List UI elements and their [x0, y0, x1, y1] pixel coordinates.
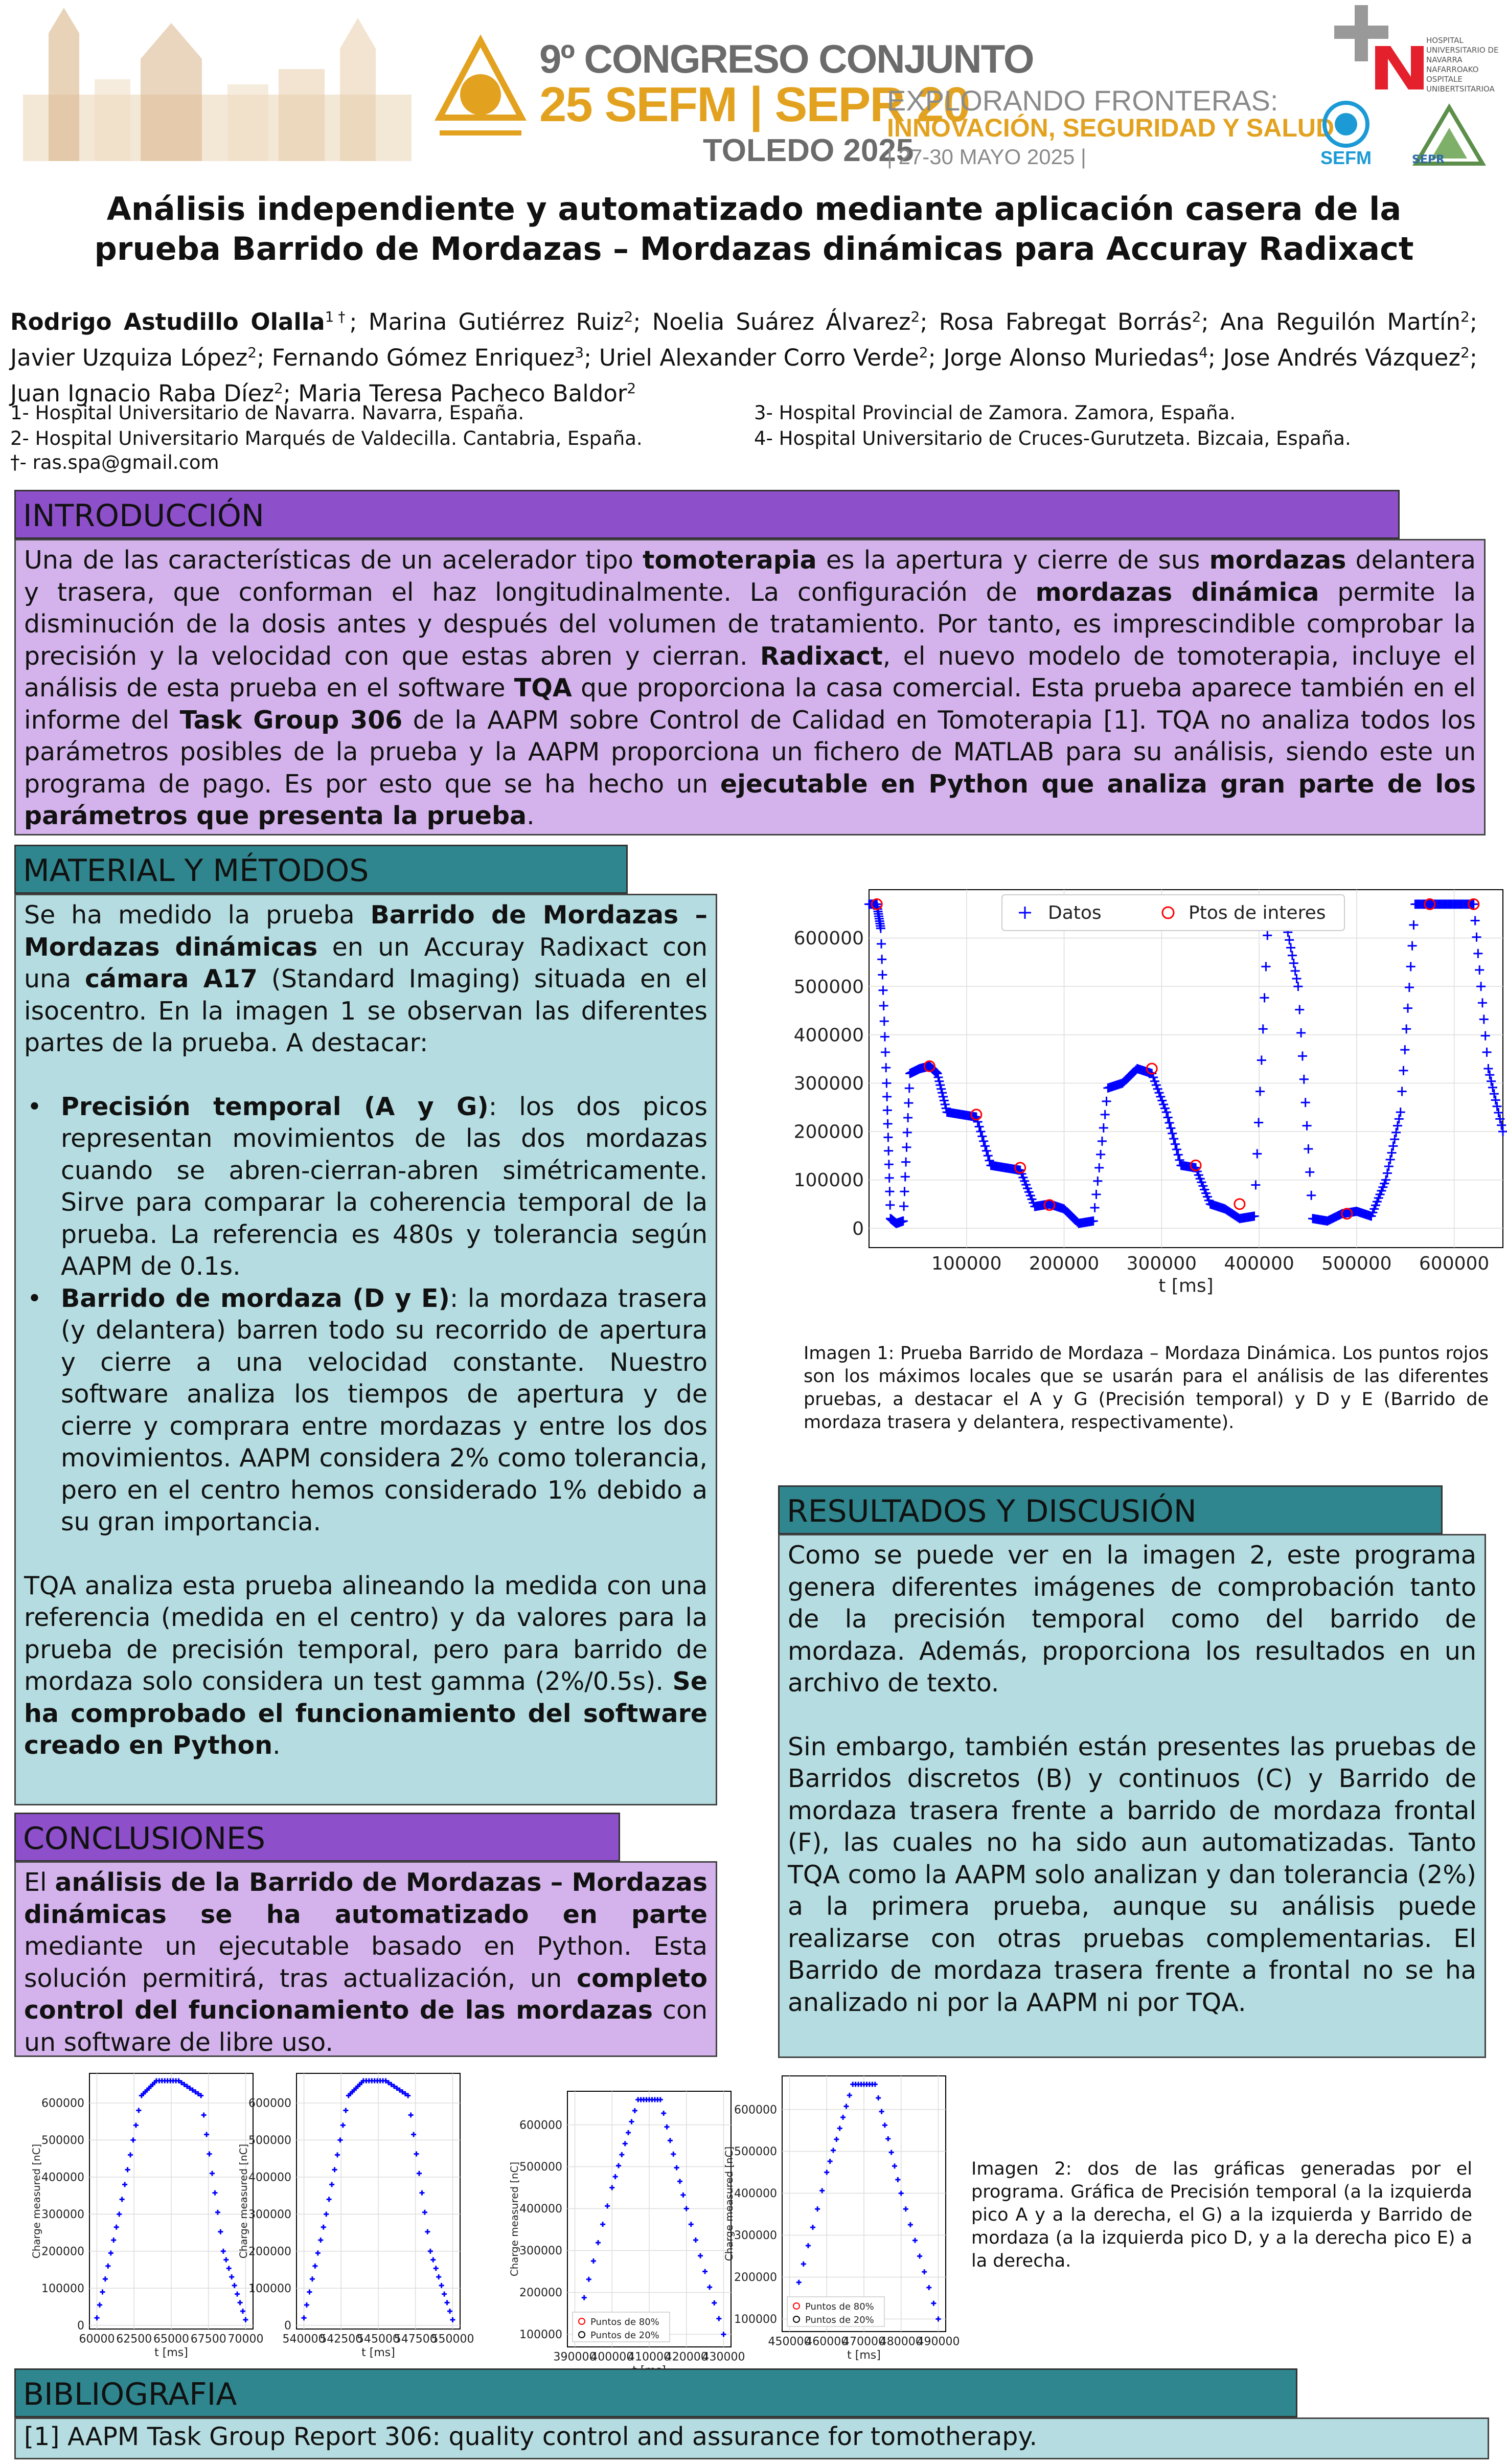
intro-bold: mordazas [1209, 546, 1346, 575]
contact-email: †- ras.spa@gmail.com [10, 451, 219, 473]
congress-line1: 9º CONGRESO CONJUNTO [539, 36, 1034, 81]
y-tick-label: 500000 [248, 2134, 291, 2147]
legend-label: Puntos de 20% [805, 2315, 874, 2325]
x-tick-label: 430000 [702, 2350, 745, 2364]
toledo-skyline-logo [13, 3, 422, 166]
bullet-bold: Barrido de mordaza (D y E) [61, 1283, 450, 1313]
hospital-navarra-logo [1334, 5, 1436, 92]
bibliografia-body [14, 2417, 1489, 2459]
header [0, 0, 1507, 174]
x-tick-label: 542500 [319, 2333, 363, 2346]
intro-bold: TQA [514, 673, 572, 703]
x-axis-label: t [ms] [154, 2346, 188, 2359]
legend-label: Puntos de 80% [805, 2301, 874, 2312]
coauthor-affil-sup: 2 [1460, 308, 1470, 325]
x-tick-label: 100000 [931, 1253, 1002, 1275]
coauthor-name: ; Maria Teresa Pacheco Baldor [283, 380, 627, 407]
coauthor-name: ; Jorge Alonso Muriedas [928, 344, 1199, 371]
x-tick-label: 62500 [116, 2333, 152, 2346]
chart-legend [787, 2297, 884, 2326]
x-tick-label: 470000 [842, 2335, 885, 2348]
conclusion-bold: análisis de la Barrido de Mordazas – Mordazas dinámicas se ha automatizado en parte [24, 1868, 707, 1929]
x-tick-label: 545000 [357, 2333, 400, 2346]
lead-author-sup: 1† [325, 308, 350, 325]
conclusion-bold: completo control del funcionamiento de las mordazas [24, 1963, 707, 2025]
resultados-heading: RESULTADOS Y DISCUSIÓN [778, 1485, 1443, 1534]
conclusion-text: con un software de libre uso. [24, 1996, 707, 2057]
x-tick-label: 70000 [227, 2333, 264, 2346]
intro-text: permite la disminución de la dosis antes y después del volumen de tratamiento. Por tanto, es imprescindible comprobar la precisión y la velocidad con que estas abren y cierran. [24, 577, 1476, 671]
x-axis-label: t [ms] [361, 2346, 395, 2359]
intro-text: Una de las características de un acelerador tipo [24, 546, 643, 575]
coauthor-affil-sup: 2 [273, 380, 283, 397]
coauthor-name: ; Juan Ignacio Raba Díez [10, 344, 1477, 407]
y-axis-label: Charge measured [nC] [31, 2143, 43, 2259]
material-text: Se ha medido la prueba [24, 900, 371, 930]
y-tick-label: 100000 [248, 2282, 291, 2295]
x-tick-label: 67500 [190, 2333, 226, 2346]
intro-text: , el nuevo modelo de tomoterapia, incluye el análisis de esta prueba en el software [24, 641, 1476, 703]
y-tick-label: 500000 [734, 2145, 777, 2159]
y-tick-label: 100000 [41, 2282, 84, 2295]
coauthor-affil-sup: 2 [627, 380, 636, 397]
x-tick-label: 480000 [879, 2335, 923, 2348]
x-tick-label: 420000 [665, 2350, 708, 2364]
y-tick-label: 100000 [793, 1170, 864, 1191]
lead-author: Rodrigo Astudillo Olalla [10, 308, 325, 335]
title-line1: Análisis independiente y automatizado mediante aplicación casera de la [106, 190, 1402, 228]
intro-text: que proporciona la casa comercial. Esta prueba aparece también en el informe del [24, 673, 1476, 735]
author-list [10, 302, 1477, 409]
x-tick-label: 300000 [1126, 1253, 1197, 1275]
x-tick-label: 600000 [1419, 1253, 1490, 1275]
plot-frame [869, 890, 1503, 1248]
intro-bold: mordazas dinámica [1035, 577, 1319, 607]
y-tick-label: 400000 [793, 1025, 864, 1046]
x-axis-label: t [ms] [847, 2348, 881, 2362]
conclusion-text: El [24, 1868, 55, 1897]
intro-bold: ejecutable en Python que analiza gran parte de los parámetros que presenta la prueba [24, 769, 1476, 830]
dates: | 27-30 MAYO 2025 | [887, 145, 1086, 169]
reference-1: [1] AAPM Task Group Report 306: quality control and assurance for tomotherapy. [24, 2422, 1038, 2451]
y-tick-label: 400000 [41, 2171, 84, 2184]
intro-text: de la AAPM sobre Control de Calidad en Tomoterapia [1]. TQA no analiza todos los parámetros posibles de la prueba y la AAPM proporciona un fichero de MATLAB para su análisis, siendo este un programa de pago. Es por esto que se ha hecho un [24, 705, 1476, 799]
sefm-logo-text: SEFM [1320, 147, 1372, 168]
material-bold: Barrido de Mordazas – Mordazas dinámicas [24, 900, 707, 962]
y-tick-label: 300000 [519, 2245, 562, 2258]
intro-bold: Radixact [760, 641, 883, 671]
x-tick-label: 60000 [79, 2333, 115, 2346]
y-tick-label: 200000 [734, 2271, 777, 2285]
intro-bold: Task Group 306 [179, 705, 403, 735]
resultados-body [778, 1534, 1486, 2058]
conclusiones-body [14, 1861, 717, 2057]
y-tick-label: 0 [284, 2319, 291, 2333]
affiliation-4: 4- Hospital Universitario de Cruces-Gurutzeta. Bizcaia, España. [754, 427, 1351, 449]
material-bold: Se ha comprobado el funcionamiento del software creado en Python [24, 1667, 707, 1760]
y-tick-label: 500000 [41, 2134, 84, 2147]
y-tick-label: 100000 [734, 2313, 777, 2326]
intro-bold: tomoterapia [643, 546, 817, 575]
affiliation-3: 3- Hospital Provincial de Zamora. Zamora, España. [754, 402, 1236, 424]
legend-label: Puntos de 20% [590, 2330, 659, 2341]
coauthor-affil-sup: 3 [575, 344, 584, 361]
figure1-chart [762, 869, 1507, 1355]
x-tick-label: 547500 [394, 2333, 437, 2346]
figure2-chart-b [230, 2068, 496, 2365]
conclusion-text: mediante un ejecutable basado en Python. Esta solución permitirá, tras actualización, un [24, 1932, 707, 1993]
coauthor-name: ; Jose Andrés Vázquez [1207, 344, 1460, 371]
y-tick-label: 100000 [519, 2329, 562, 2342]
congress-city: TOLEDO 2025 [703, 133, 914, 168]
material-bold: cámara A17 [85, 964, 258, 993]
material-text: en un Accuray Radixact con una [24, 932, 707, 993]
coauthor-affil-sup: 2 [919, 344, 928, 361]
tagline1: EXPLORANDO FRONTERAS: [887, 84, 1278, 117]
y-tick-label: 200000 [41, 2245, 84, 2258]
bullet-barrido-mordaza [24, 1283, 707, 1539]
figure1-caption: Imagen 1: Prueba Barrido de Mordaza – Mordaza Dinámica. Los puntos rojos son los máximos locales que se usarán para el análisis de las diferentes pruebas, a destacar el A y G (Precisión temporal) y D y E (Barrido de mordaza trasera y delantera, respectivamente). [804, 1343, 1489, 1433]
y-tick-label: 200000 [248, 2245, 291, 2258]
y-tick-label: 300000 [248, 2208, 291, 2222]
bullet-text: : la mordaza trasera (y delantera) barren todo su recorrido de apertura y cierre a una velocidad constante. Nuestro software analiza los tiempos de apertura y de cierre y comprara entre mordazas y entre los dos movimientos. AAPM considera 2% como tolerancia, pero en el centro hemos considerado 1% debido a su gran importancia. [61, 1283, 708, 1536]
congress-line2: 25 SEFM | SEPR 20 [539, 77, 970, 132]
resultados-p2: Sin embargo, también están presentes las pruebas de Barridos discretos (B) y continuos (C) y Barrido de mordaza trasera frente a barrido de mordaza frontal (F), las cuales no ha sido aun automatizadas. Tanto TQA como la AAPM solo analizan y dan tolerancia (2%) a la primera prueba, aunque su análisis puede realizarse con otras pruebas complementarias. El Barrido de mordaza trasera frente a frontal no se ha analizado ni por la AAPM ni por TQA. [788, 1732, 1476, 2017]
y-tick-label: 600000 [41, 2097, 84, 2110]
y-tick-label: 200000 [519, 2287, 562, 2300]
y-tick-label: 500000 [793, 976, 864, 998]
legend-label: Puntos de 80% [590, 2317, 659, 2327]
y-tick-label: 200000 [793, 1121, 864, 1143]
y-tick-label: 0 [852, 1218, 864, 1239]
coauthor-affil-sup: 2 [1192, 308, 1201, 325]
coauthor-name: ; Javier Uzquiza López [10, 308, 1477, 371]
material-body [14, 894, 717, 1805]
legend-label: Ptos de interes [1189, 902, 1326, 923]
conclusiones-heading: CONCLUSIONES [14, 1813, 620, 1862]
material-text: TQA analiza esta prueba alineando la medida con una referencia (medida en el centro) y da valores para la prueba de precisión temporal, pero para barrido de mordaza solo considera un test gamma (2%/0.5s). [24, 1571, 707, 1696]
sefm-logo-icon [1318, 100, 1374, 151]
coauthor-affil-sup: 2 [1460, 344, 1470, 361]
y-tick-label: 400000 [734, 2187, 777, 2201]
introduccion-heading: INTRODUCCIÓN [14, 490, 1400, 539]
coauthor-affil-sup: 4 [1199, 344, 1208, 361]
coauthor-name: ; Uriel Alexander Corro Verde [584, 344, 919, 371]
material-p1 [24, 899, 707, 1059]
intro-text: delantera y trasera, que conforman el haz longitudinalmente. La configuración de [24, 546, 1476, 607]
affiliation-1: 1- Hospital Universitario de Navarra. Navarra, España. [10, 402, 524, 424]
y-tick-label: 600000 [248, 2097, 291, 2110]
y-tick-label: 0 [77, 2319, 84, 2333]
y-tick-label: 400000 [519, 2203, 562, 2216]
x-tick-label: 450000 [768, 2335, 811, 2348]
coauthor-affil-sup: 2 [910, 308, 920, 325]
y-tick-label: 600000 [519, 2119, 562, 2132]
chart-legend [573, 2312, 670, 2342]
hospital-logo-text: HOSPITAL UNIVERSITARIO DE NAVARRA NAFARROAKO OSPITALE UNIBERTSITARIOA [1426, 36, 1499, 94]
x-tick-label: 400000 [590, 2350, 634, 2364]
poster-title [31, 189, 1477, 269]
introduccion-body [14, 539, 1486, 835]
coauthor-name: ; Ana Reguilón Martín [1201, 308, 1460, 335]
intro-text: . [527, 801, 535, 830]
x-tick-label: 460000 [805, 2335, 849, 2348]
y-axis-label: Charge measured [nC] [238, 2143, 250, 2259]
x-tick-label: 410000 [628, 2350, 671, 2364]
bullet-text: : los dos picos representan movimientos de las dos mordazas cuando se abren-cierran-abren simétricamente. Sirve para comparar la coherencia temporal de la prueba. La referencia es 480s y tolerancia según AAPM de 0.1s. [61, 1092, 708, 1281]
bullet-precision-temporal [24, 1091, 707, 1283]
coauthor-name: ; Marina Gutiérrez Ruiz [349, 308, 624, 335]
y-tick-label: 400000 [248, 2171, 291, 2184]
figure2-caption: Imagen 2: dos de las gráficas generadas por el programa. Gráfica de Precisión temporal (a la izquierda pico A y a la derecha, el G) a la izquierda y Barrido de mordaza (a la izquierda pico D, y a la derecha pico E) a la derecha. [971, 2159, 1472, 2271]
coauthor-affil-sup: 2 [624, 308, 633, 325]
x-tick-label: 500000 [1321, 1253, 1392, 1275]
chart-legend [1002, 895, 1344, 931]
bullet-bold: Precisión temporal (A y G) [61, 1092, 489, 1121]
y-tick-label: 300000 [41, 2208, 84, 2222]
x-axis-label: t [ms] [1158, 1275, 1214, 1297]
sepr-logo-text: SEPR [1412, 153, 1445, 166]
bibliografia-heading: BIBLIOGRAFIA [14, 2368, 1297, 2417]
x-tick-label: 400000 [1224, 1253, 1294, 1275]
coauthor-name: ; Noelia Suárez Álvarez [633, 308, 911, 335]
y-axis-label: Charge measured [nC] [509, 2161, 521, 2277]
legend-label: Datos [1048, 902, 1102, 923]
material-heading: MATERIAL Y MÉTODOS [14, 845, 628, 894]
material-text: (Standard Imaging) situada en el isocentro. En la imagen 1 se observan las diferentes partes de la prueba. A destacar: [24, 964, 707, 1057]
intro-text: es la apertura y cierre de sus [816, 546, 1209, 575]
y-tick-label: 300000 [793, 1073, 864, 1094]
x-tick-label: 200000 [1029, 1253, 1100, 1275]
x-tick-label: 550000 [431, 2333, 474, 2346]
congress-sun-icon [429, 31, 532, 148]
tagline2: INNOVACIÓN, SEGURIDAD Y SALUD [887, 114, 1335, 142]
title-line2: prueba Barrido de Mordazas – Mordazas dinámicas para Accuray Radixact [94, 230, 1414, 267]
resultados-p1: Como se puede ver en la imagen 2, este programa genera diferentes imágenes de comprobación tanto de la precisión temporal como del barrido de mordaza. Además, proporciona los resultados en un archivo de texto. [788, 1541, 1476, 1698]
coauthor-affil-sup: 2 [247, 344, 257, 361]
material-text: . [272, 1731, 281, 1760]
affiliation-2: 2- Hospital Universitario Marqués de Valdecilla. Cantabria, España. [10, 427, 643, 449]
y-tick-label: 600000 [734, 2104, 777, 2117]
coauthor-name: ; Rosa Fabregat Borrás [920, 308, 1192, 335]
x-tick-label: 490000 [917, 2335, 960, 2348]
material-p2 [24, 1570, 707, 1762]
x-tick-label: 65000 [153, 2333, 189, 2346]
material-bullets [24, 1091, 707, 1539]
x-tick-label: 390000 [553, 2350, 597, 2364]
y-tick-label: 500000 [519, 2161, 562, 2174]
coauthor-name: ; Fernando Gómez Enriquez [257, 344, 575, 371]
y-tick-label: 300000 [734, 2229, 777, 2243]
y-axis-label: Charge measured [nC] [723, 2146, 736, 2262]
figure2-chart-d [716, 2071, 1002, 2367]
y-tick-label: 600000 [793, 928, 864, 950]
x-tick-label: 540000 [282, 2333, 326, 2346]
